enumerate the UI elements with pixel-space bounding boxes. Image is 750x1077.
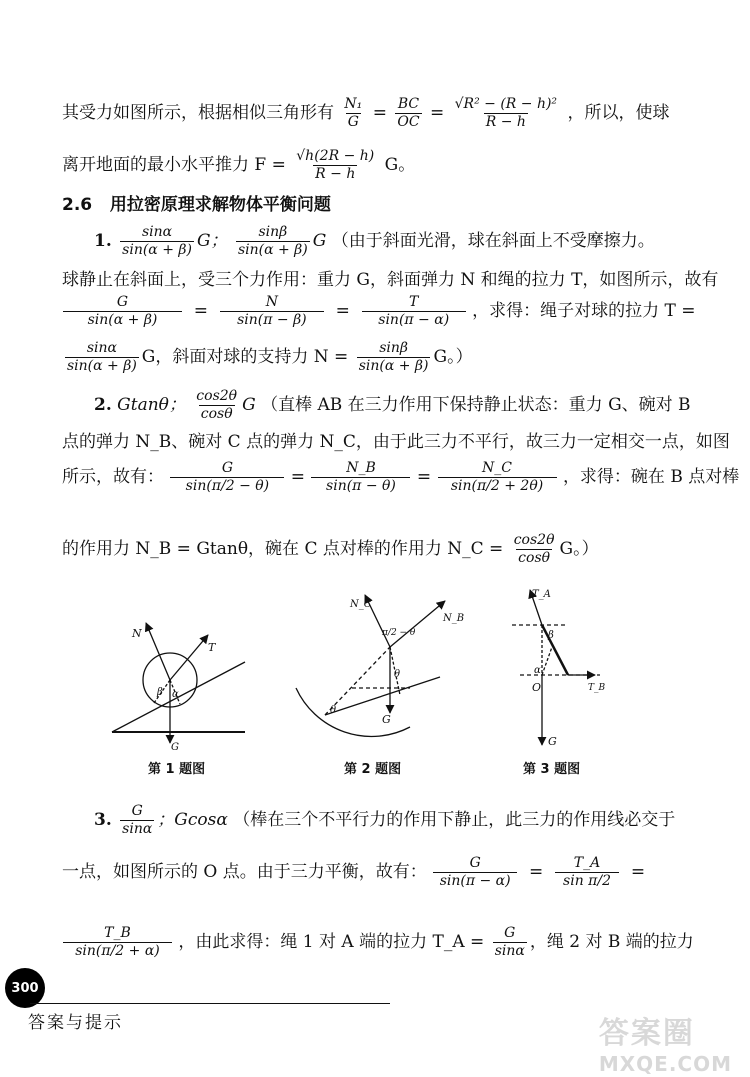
figure-1-diagram [112,623,245,753]
page-number-badge [5,968,45,1008]
numerator: √R² − (R − h)² [454,96,558,112]
page-number: 300 [11,980,39,996]
intro-text: 离开地面的最小水平推力 F = [62,155,286,175]
fraction [120,803,154,838]
denominator: sin π/2 [555,872,619,890]
fraction [557,855,617,890]
label-ta: T_A [532,589,551,600]
explanation-text: ，绳 2 对 B 端的拉力 [529,932,694,952]
problem-number: 2. [94,395,112,415]
numerator: √h(2R − h) [296,148,375,164]
p3-line-2: 一点，如图所示的 O 点。由于三力平衡，故有： $\frac{G}{\sin(\pi - \alpha)}$ = $\frac{T\_A}{\text{sin π/2}}$ = [62,855,646,889]
figures-row [100,585,660,790]
dashed-line [542,647,552,675]
explanation-text: ，由此求得：绳 1 对 A 端的拉力 T_A = [178,932,485,952]
label-o: O [532,681,542,694]
label-alpha: α [172,689,179,700]
numerator: N_C [482,460,513,476]
section-title: 用拉密原理求解物体平衡问题 [109,195,331,215]
answer-2: ；Gcosα [157,810,228,830]
p1-line-3: $\frac{G}{\sin(\alpha + \beta)}$ = $\frac{N}{\sin(\pi - \beta)}$ = $\frac{T}{\sin(\pi - \alpha)}$ ，求得：绳子对球的拉力 T = [62,294,696,329]
numerator: sinα [86,340,117,356]
numerator: cos2θ [513,532,555,548]
denominator: sin(π − α) [433,872,517,890]
label-alpha: α [534,665,541,676]
watermark [599,1008,732,1076]
figure-3-diagram [512,589,606,748]
fraction [65,294,180,329]
equals: = [372,103,387,123]
label-nb: N_B [443,613,465,624]
denominator: R − h [315,166,356,182]
label-nc: N_C [350,599,372,610]
fraction [512,532,557,567]
numerator: G [221,460,233,476]
denominator: sin(π/2 + α) [63,942,172,960]
fraction [222,294,322,329]
p2-line-1 [94,388,691,423]
fraction [194,388,239,423]
denominator: sin(α + β) [63,311,182,329]
explanation-text: G。） [559,539,599,559]
label-tb: T_B [588,683,606,693]
denominator: sin(α + β) [122,242,192,258]
intro-line-1 [62,96,669,131]
watermark-title: 答案圈 [598,1016,695,1051]
numerator: T_B [104,925,131,941]
numerator: N [265,294,278,310]
fraction [313,460,408,495]
fraction [357,340,431,375]
numerator: T_A [573,855,601,871]
intro-text: ，所以，使球 [567,103,670,123]
label-g: G [548,735,557,748]
fraction [364,294,464,329]
explanation-text: 一点，如图所示的 O 点。由于三力平衡，故有： [62,862,427,882]
denominator: OC [397,114,420,130]
section-number: 2.6 [62,195,93,215]
denominator: sin(α + β) [67,358,137,374]
answer-suffix: G [242,395,256,415]
explanation-text: 的作用力 N_B = Gtanθ，碗在 C 点对棒的作用力 N_C = [62,539,504,559]
fraction [342,96,364,131]
p3-line-3 [62,925,694,960]
fraction [120,224,194,259]
label-n: N [132,627,142,640]
intro-text: 其受力如图所示，根据相似三角形有 [62,103,334,123]
section-heading [62,190,331,215]
answer-suffix: G [312,231,327,251]
tension-arrow [170,635,208,680]
explanation-text: G，斜面对球的支持力 N = [141,347,349,367]
numerator: N₁ [344,96,363,112]
footer-rule [30,1003,390,1004]
intro-line-2 [62,148,415,183]
denominator: sin(π/2 + 2θ) [438,477,557,495]
numerator: sinα [141,224,173,240]
rod-line [325,677,440,715]
p2-line-3: 所示，故有： $\frac{G}{\sin(\pi/2 - \theta)}$ = $\frac{N\_B}{\sin(\pi - \theta)}$ = $\frac{N\_C}{\sin(\pi/2 + 2\theta)}$ ，求得：碗在 B 点对棒 [62,460,740,494]
numerator: G [131,803,143,819]
explanation-text: ，求得：绳子对球的拉力 T = [472,301,696,321]
explanation-text: （棒在三个不平行力的作用下静止，此三力的作用线必交于 [233,810,676,830]
numerator: G [504,925,516,941]
numerator: G [469,855,481,871]
denominator: sin(π − θ) [311,477,410,495]
intro-text: G。 [384,155,416,175]
problem-number: 1. [94,231,112,251]
figure-1-caption: 第 1 题图 [148,762,206,777]
explanation-text: ，求得：碗在 B 点对棒 [562,467,740,487]
p2-line-2: 点的弹力 N_B、碗对 C 点的弹力 N_C，由于此三力不平行，故三力一定相交一点，如图 [62,432,730,452]
explanation-text: G。） [433,347,473,367]
denominator: cosθ [518,550,551,566]
denominator: sinα [122,821,153,837]
explanation-text: （由于斜面光滑，球在斜面上不受摩擦力。 [331,231,655,251]
numerator: G [116,294,129,310]
fraction [236,224,310,259]
answer-1: Gtanθ； [117,395,186,415]
numerator: sinβ [379,340,408,356]
explanation-text: （直棒 AB 在三力作用下保持静止状态：重力 G、碗对 B [261,395,691,415]
denominator: cosθ [200,406,233,422]
label-pi-half-minus-theta: π/2 − θ [382,628,416,638]
denominator: sin(α + β) [237,242,308,258]
numerator: BC [397,96,420,112]
label-t: T [208,641,216,654]
figure-3-caption: 第 3 题图 [523,762,581,777]
denominator: R − h [485,114,526,130]
label-theta: θ [330,705,337,716]
p2-line-4 [62,532,599,567]
denominator: sin(π/2 − θ) [170,477,284,495]
fraction [294,148,376,183]
p3-line-1 [94,803,675,838]
fraction [435,855,515,890]
fraction [440,460,555,495]
label-g: G [382,713,391,726]
equals: = [429,103,445,123]
p1-line-1 [94,224,655,259]
label-g: G [171,742,179,753]
footer-label: 答案与提示 [28,1013,123,1033]
numerator: cos2θ [196,388,238,404]
nb-arrow [390,601,445,647]
fraction [172,460,282,495]
p1-line-2: 球静止在斜面上，受三个力作用：重力 G，斜面弹力 N 和绳的拉力 T，如图所示，故有 [62,270,719,290]
label-theta: θ [394,669,401,680]
figure-2-diagram [296,595,464,736]
numerator: sinβ [258,224,288,240]
numerator: N_B [346,460,376,476]
p1-line-4 [62,340,473,375]
explanation-text: 所示，故有： [62,467,164,487]
numerator: T [409,294,419,310]
denominator: sinα [494,943,525,959]
normal-force-arrow [146,623,170,680]
denominator: sin(π − β) [220,311,324,329]
answer-suffix: G； [196,231,228,251]
fraction [65,925,170,960]
denominator: sin(π − α) [362,311,466,329]
watermark-url: MXQE.COM [598,1052,732,1076]
label-beta: β [548,630,554,641]
denominator: sin(α + β) [358,358,429,374]
fraction [65,340,139,375]
figure-2-caption: 第 2 题图 [344,762,402,777]
bowl-arc [296,688,410,736]
problem-number: 3. [94,810,112,830]
rod-line [542,625,568,675]
fraction [453,96,559,131]
fraction [493,925,527,960]
fraction [395,96,421,131]
label-beta: β [157,687,163,698]
denominator: G [347,114,359,130]
